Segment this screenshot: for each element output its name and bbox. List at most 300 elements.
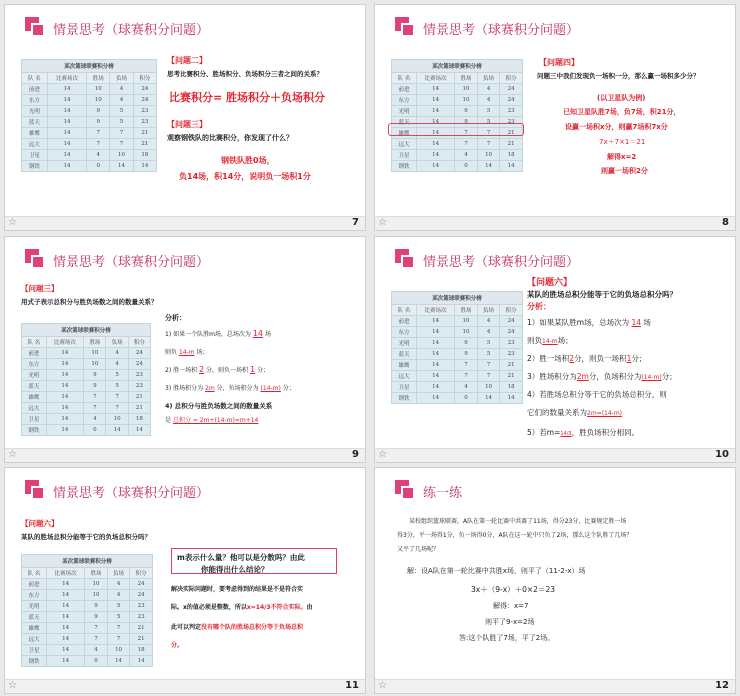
slide-footer	[375, 448, 735, 462]
table-cell: 14	[417, 84, 455, 95]
table-cell: 14	[47, 645, 85, 656]
table-cell: 0	[455, 161, 478, 172]
question-3-text: 观察钢铁队的比赛积分，你发现了什么？	[167, 134, 293, 142]
table-cell: 24	[500, 95, 523, 106]
table-row	[22, 425, 151, 436]
table-cell: 7	[85, 634, 108, 645]
table-row	[392, 95, 523, 106]
table-row	[392, 139, 523, 150]
table-cell: 10	[84, 359, 106, 370]
score-table	[21, 59, 157, 172]
table-cell: 蓝天	[22, 381, 47, 392]
table-cell: 7	[455, 360, 478, 371]
analysis-line-2: 则负 14-m 场；	[165, 349, 209, 356]
table-cell: 21	[500, 360, 523, 371]
table-row	[22, 579, 153, 590]
table-cell: 18	[128, 414, 150, 425]
table-cell: 21	[500, 371, 523, 382]
table-cell: 钢铁	[22, 161, 48, 172]
table-header-cell: 队 名	[22, 73, 48, 84]
table-cell: 光明	[22, 370, 47, 381]
table-cell: 4	[477, 327, 500, 338]
table-cell: 9	[87, 106, 110, 117]
question-4-label: 【问题四】	[539, 58, 579, 67]
table-cell: 14	[107, 656, 130, 667]
table-cell: 10	[87, 95, 110, 106]
question-3-label: 【问题三】	[21, 284, 59, 293]
table-header-cell: 积分	[133, 73, 156, 84]
table-cell: 14	[47, 612, 85, 623]
table-cell: 23	[500, 117, 523, 128]
table-row	[22, 359, 151, 370]
exercise-line-1: 某校组织篮球联赛，A队在第一轮比赛中共赛了11场，得分23分，比赛规定胜一场	[409, 518, 627, 525]
question-2-text: 思考比赛积分、胜场积分、负场积分三者之间的关系？	[167, 70, 323, 78]
table-header-cell: 比赛场次	[46, 337, 84, 348]
table-row	[22, 623, 153, 634]
table-cell: 5	[477, 338, 500, 349]
table-cell: 4	[107, 579, 130, 590]
table-cell: 0	[455, 393, 478, 404]
table-cell: 4	[477, 95, 500, 106]
table-cell: 14	[46, 348, 84, 359]
table-cell: 14	[47, 150, 86, 161]
table-cell: 10	[87, 84, 110, 95]
score-table	[21, 323, 151, 436]
table-cell: 前进	[22, 84, 48, 95]
slide-8	[374, 4, 736, 231]
table-cell: 东方	[22, 95, 48, 106]
analysis-line-6: 5）若m=14/3，胜负场积分相同。	[527, 428, 640, 437]
table-cell: 7	[84, 392, 106, 403]
analysis-line-5a: 4）若胜场总积分等于它的负场总积分，则	[527, 390, 667, 399]
table-cell: 14	[417, 117, 455, 128]
table-cell: 23	[128, 370, 150, 381]
table-cell: 0	[84, 425, 106, 436]
table-cell: 光明	[392, 338, 417, 349]
solution-equation: 3x＋（9-x）＋0×2＝23	[471, 585, 555, 594]
table-row	[392, 360, 523, 371]
table-cell: 前进	[22, 348, 47, 359]
table-cell: 4	[455, 382, 478, 393]
table-row	[392, 393, 523, 404]
table-cell: 10	[455, 316, 478, 327]
table-cell: 远大	[392, 139, 417, 150]
star-icon[interactable]: ☆	[378, 217, 387, 228]
table-header-cell: 负场	[110, 73, 133, 84]
table-row	[392, 106, 523, 117]
table-cell: 14	[477, 161, 500, 172]
table-header-cell: 积分	[128, 337, 150, 348]
table-caption: 某次篮球联赛积分榜	[392, 292, 523, 305]
table-row	[22, 612, 153, 623]
table-cell: 23	[128, 381, 150, 392]
table-cell: 远大	[392, 371, 417, 382]
table-cell: 14	[46, 425, 84, 436]
star-icon[interactable]: ☆	[8, 217, 17, 228]
table-cell: 4	[107, 590, 130, 601]
table-cell: 7	[107, 634, 130, 645]
table-cell: 7	[477, 371, 500, 382]
table-cell: 14	[46, 414, 84, 425]
table-row	[22, 370, 151, 381]
table-row	[392, 382, 523, 393]
table-cell: 23	[500, 349, 523, 360]
table-cell: 14	[417, 150, 455, 161]
table-cell: 14	[417, 316, 455, 327]
exercise-line-2: 得3分，平一场得1分，负一场得0分，A队在这一轮中只负了2场，那么这个队胜了几场？	[397, 532, 633, 539]
conclusion-line-4: 分。	[171, 642, 184, 649]
table-row	[22, 348, 151, 359]
table-cell: 5	[477, 106, 500, 117]
table-cell: 14	[47, 117, 86, 128]
table-cell: 远大	[22, 139, 48, 150]
conclusion-line-3: 此可以判定没有哪个队的胜场总积分等于负场总积	[171, 624, 304, 631]
table-header-cell: 胜场	[455, 305, 478, 316]
table-cell: 4	[455, 150, 478, 161]
table-cell: 10	[106, 414, 128, 425]
table-cell: 14	[133, 161, 156, 172]
solution-line-1: (以卫星队为例)	[597, 94, 646, 102]
table-cell: 蓝天	[392, 117, 417, 128]
table-cell: 10	[85, 579, 108, 590]
conclusion-line-1: 解决实际问题时，要考虑得到的结果是不是符合实	[171, 586, 304, 593]
table-header-cell: 积分	[500, 73, 523, 84]
table-header-cell: 比赛场次	[47, 73, 86, 84]
table-cell: 4	[87, 150, 110, 161]
table-row	[22, 656, 153, 667]
table-cell: 10	[85, 590, 108, 601]
table-cell: 4	[477, 84, 500, 95]
exercise-line-3: 又平了几场呢？	[397, 546, 440, 553]
table-cell: 卫星	[22, 150, 48, 161]
table-cell: 14	[47, 128, 86, 139]
table-cell: 14	[47, 139, 86, 150]
star-icon[interactable]: ☆	[8, 449, 17, 460]
slide-7	[4, 4, 366, 231]
table-cell: 24	[130, 579, 153, 590]
table-cell: 14	[47, 106, 86, 117]
analysis-line-4: 3）胜场积分为2m分，负场积分为(14-m)分；	[527, 372, 677, 381]
analysis-line-4: 3) 胜场积分为 2m 分，负场积分为 (14-m) 分；	[165, 385, 295, 392]
table-cell: 23	[130, 612, 153, 623]
table-cell: 4	[110, 84, 133, 95]
table-cell: 24	[130, 590, 153, 601]
table-row	[392, 349, 523, 360]
slide-footer	[5, 216, 365, 230]
table-cell: 14	[46, 370, 84, 381]
table-cell: 10	[107, 645, 130, 656]
table-row	[22, 381, 151, 392]
table-row	[22, 128, 157, 139]
table-cell: 卫星	[392, 382, 417, 393]
table-cell: 18	[500, 382, 523, 393]
table-cell: 东方	[392, 327, 417, 338]
table-cell: 21	[133, 128, 156, 139]
slide-title: 情景思考（球赛积分问题）	[423, 255, 580, 270]
table-cell: 14	[417, 393, 455, 404]
table-header-cell: 胜场	[84, 337, 106, 348]
table-cell: 7	[106, 392, 128, 403]
table-header-cell: 队 名	[392, 305, 417, 316]
table-cell: 7	[477, 128, 500, 139]
table-cell: 7	[110, 128, 133, 139]
solution-line-5: 解得x=2	[607, 153, 637, 161]
table-cell: 5	[110, 117, 133, 128]
table-row	[22, 392, 151, 403]
table-cell: 5	[107, 601, 130, 612]
table-header-cell: 积分	[500, 305, 523, 316]
table-cell: 10	[455, 327, 478, 338]
table-header-cell: 负场	[106, 337, 128, 348]
table-cell: 10	[110, 150, 133, 161]
answer-line-1: 钢铁队胜0场，	[221, 156, 275, 165]
table-cell: 7	[87, 139, 110, 150]
table-cell: 钢铁	[22, 656, 47, 667]
table-cell: 7	[455, 128, 478, 139]
table-row	[22, 84, 157, 95]
logo-squares-icon	[25, 480, 45, 500]
star-icon[interactable]: ☆	[8, 680, 17, 691]
table-header-cell: 负场	[477, 305, 500, 316]
table-cell: 24	[500, 327, 523, 338]
table-row	[22, 634, 153, 645]
question-4-text: 问题三中我们发现负一场积一分，那么赢一场积多少分？	[537, 72, 700, 80]
table-cell: 7	[455, 139, 478, 150]
table-cell: 14	[130, 656, 153, 667]
slide-number: 11	[345, 680, 359, 691]
table-row	[22, 106, 157, 117]
table-cell: 卫星	[22, 645, 47, 656]
analysis-line-5b: 它们的数量关系为2m=(14-m)	[527, 408, 623, 417]
table-cell: 14	[47, 84, 86, 95]
table-cell: 9	[85, 612, 108, 623]
slide-title: 情景思考（球赛积分问题）	[53, 255, 210, 270]
table-cell: 雄鹰	[22, 392, 47, 403]
analysis-line-3: 2) 胜一场积 2 分，则负一场积 1 分；	[165, 365, 269, 374]
table-cell: 5	[477, 117, 500, 128]
score-formula: 比赛积分= 胜场积分＋负场积分	[169, 91, 326, 104]
score-table	[391, 59, 523, 172]
table-header-cell: 比赛场次	[47, 568, 85, 579]
table-cell: 7	[455, 371, 478, 382]
solution-line-1: 解：设A队在第一轮比赛中共胜x场，则平了（11-2-x）场	[407, 567, 586, 575]
table-cell: 14	[47, 590, 85, 601]
solution-line-6: 则赢一场积2分	[601, 167, 648, 175]
table-row	[22, 161, 157, 172]
analysis-line-3: 2）胜一场积2分，则负一场积1分；	[527, 354, 647, 363]
slide-number: 12	[715, 680, 729, 691]
table-cell: 4	[84, 414, 106, 425]
table-cell: 18	[500, 150, 523, 161]
table-cell: 雄鹰	[392, 360, 417, 371]
table-row	[392, 327, 523, 338]
question-6-label: 【问题六】	[527, 278, 573, 288]
logo-squares-icon	[395, 249, 415, 269]
table-cell: 24	[500, 316, 523, 327]
table-row	[392, 316, 523, 327]
table-header-cell: 队 名	[22, 337, 47, 348]
slide-12	[374, 467, 736, 694]
table-cell: 23	[133, 106, 156, 117]
table-cell: 钢铁	[22, 425, 47, 436]
table-cell: 14	[417, 95, 455, 106]
slide-number: 9	[352, 449, 359, 460]
table-cell: 14	[500, 161, 523, 172]
highlight-row-box	[388, 123, 524, 136]
analysis-line-1: 1) 如果一个队胜m场，总场次为 14 场	[165, 329, 271, 338]
table-cell: 雄鹰	[392, 128, 417, 139]
table-header-cell: 队 名	[22, 568, 47, 579]
table-row	[22, 139, 157, 150]
table-cell: 14	[417, 360, 455, 371]
table-header-cell: 队 名	[392, 73, 417, 84]
table-cell: 21	[133, 139, 156, 150]
table-row	[22, 95, 157, 106]
table-cell: 前进	[22, 579, 47, 590]
solution-equation: 7x＋7×1＝21	[599, 138, 646, 146]
table-row	[22, 590, 153, 601]
table-cell: 14	[106, 425, 128, 436]
logo-squares-icon	[395, 17, 415, 37]
table-cell: 14	[128, 425, 150, 436]
solution-result: 解得：x=7	[493, 602, 529, 610]
table-row	[22, 645, 153, 656]
table-cell: 14	[47, 656, 85, 667]
slide-11	[4, 467, 366, 694]
table-cell: 14	[477, 393, 500, 404]
table-caption: 某次篮球联赛积分榜	[392, 60, 523, 73]
table-cell: 7	[106, 403, 128, 414]
table-cell: 10	[455, 95, 478, 106]
analysis-line-5: 4) 总积分与胜负场数之间的数量关系	[165, 402, 273, 410]
question-2-label: 【问题二】	[167, 56, 207, 65]
table-cell: 9	[84, 370, 106, 381]
table-caption: 某次篮球联赛积分榜	[22, 60, 157, 73]
table-cell: 14	[46, 359, 84, 370]
table-cell: 4	[477, 316, 500, 327]
logo-squares-icon	[25, 249, 45, 269]
table-cell: 14	[417, 128, 455, 139]
table-cell: 东方	[22, 590, 47, 601]
table-row	[22, 403, 151, 414]
table-cell: 14	[46, 381, 84, 392]
table-cell: 21	[500, 139, 523, 150]
slide-footer	[5, 448, 365, 462]
score-table	[391, 291, 523, 404]
table-cell: 0	[85, 656, 108, 667]
table-header-cell: 比赛场次	[417, 305, 455, 316]
table-cell: 5	[107, 612, 130, 623]
table-header-cell: 负场	[107, 568, 130, 579]
slide-9	[4, 236, 366, 463]
table-cell: 7	[84, 403, 106, 414]
table-cell: 蓝天	[22, 117, 48, 128]
table-cell: 5	[106, 370, 128, 381]
table-cell: 14	[46, 392, 84, 403]
table-cell: 光明	[22, 601, 47, 612]
slide-footer	[5, 679, 365, 693]
table-cell: 23	[133, 117, 156, 128]
table-row	[22, 150, 157, 161]
table-cell: 14	[417, 161, 455, 172]
table-cell: 7	[477, 139, 500, 150]
slide-number: 10	[715, 449, 729, 460]
table-cell: 9	[455, 106, 478, 117]
table-row	[392, 371, 523, 382]
table-cell: 14	[417, 327, 455, 338]
table-header-cell: 比赛场次	[417, 73, 455, 84]
table-cell: 9	[455, 117, 478, 128]
table-cell: 14	[47, 634, 85, 645]
star-icon[interactable]: ☆	[378, 680, 387, 691]
table-cell: 9	[455, 349, 478, 360]
table-cell: 14	[417, 349, 455, 360]
question-6-text: 某队的胜场总积分能等于它的负场总积分吗？	[21, 533, 151, 541]
table-row	[392, 338, 523, 349]
table-cell: 4	[110, 95, 133, 106]
table-cell: 24	[133, 84, 156, 95]
solution-line-3: 设赢一场积x分，则赢7场积7x分	[565, 123, 668, 131]
table-cell: 钢铁	[392, 161, 417, 172]
table-cell: 9	[455, 338, 478, 349]
table-cell: 7	[87, 128, 110, 139]
table-caption: 某次篮球联赛积分榜	[22, 324, 151, 337]
question-3-label: 【问题三】	[167, 120, 207, 129]
table-cell: 10	[84, 348, 106, 359]
slide-footer	[375, 679, 735, 693]
solution-answer: 答:这个队胜了7场，平了2场。	[459, 634, 555, 642]
table-cell: 14	[110, 161, 133, 172]
table-cell: 9	[85, 601, 108, 612]
table-cell: 卫星	[22, 414, 47, 425]
table-cell: 蓝天	[22, 612, 47, 623]
table-cell: 东方	[22, 359, 47, 370]
table-row	[22, 601, 153, 612]
table-cell: 5	[477, 349, 500, 360]
table-cell: 14	[417, 382, 455, 393]
star-icon[interactable]: ☆	[378, 449, 387, 460]
table-cell: 5	[110, 106, 133, 117]
table-cell: 14	[417, 338, 455, 349]
table-cell: 14	[417, 139, 455, 150]
table-cell: 7	[477, 360, 500, 371]
score-table	[21, 554, 153, 667]
table-cell: 14	[47, 161, 86, 172]
table-cell: 雄鹰	[22, 623, 47, 634]
solution-line-2: 已知卫星队胜7场，负7场，积21分，	[563, 108, 681, 116]
table-cell: 24	[500, 84, 523, 95]
question-box-line-2: 你能得出什么结论？	[201, 565, 269, 574]
table-cell: 14	[47, 601, 85, 612]
slide-title: 练一练	[423, 486, 463, 501]
table-cell: 9	[87, 117, 110, 128]
slide-title: 情景思考（球赛积分问题）	[53, 23, 210, 38]
table-cell: 24	[133, 95, 156, 106]
table-cell: 卫星	[392, 150, 417, 161]
conclusion-line-2: 际。x的值必须是整数，所以x=14/3不符合实际。由	[171, 604, 313, 611]
table-cell: 4	[106, 359, 128, 370]
table-cell: 18	[130, 645, 153, 656]
slide-10	[374, 236, 736, 463]
table-cell: 24	[128, 359, 150, 370]
slide-number: 7	[352, 217, 359, 228]
table-cell: 4	[85, 645, 108, 656]
table-cell: 蓝天	[392, 349, 417, 360]
table-row	[392, 84, 523, 95]
table-cell: 光明	[22, 106, 48, 117]
analysis-label: 分析：	[165, 314, 186, 322]
table-cell: 23	[500, 106, 523, 117]
